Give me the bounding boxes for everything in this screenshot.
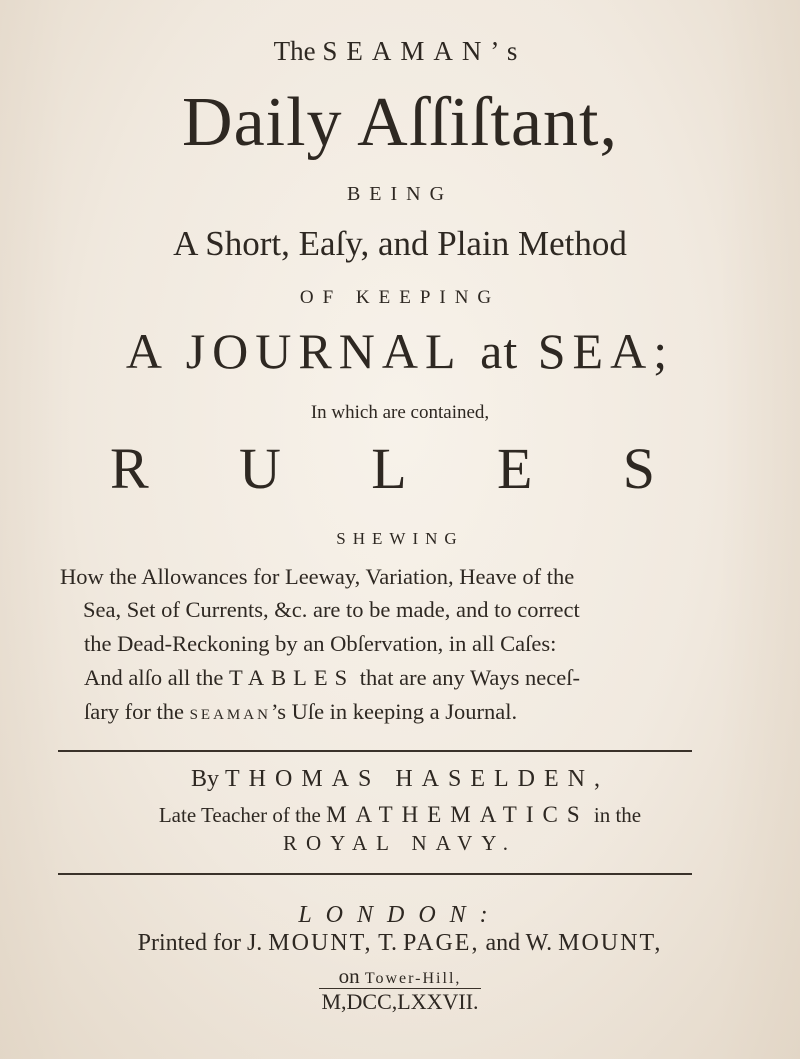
contained-label: In which are contained, [310,402,490,423]
author-title-a: Late Teacher of the [158,803,321,827]
pre-title-the: The [273,36,316,66]
shewing-label: SHEWING [336,529,464,548]
imprint-t: T. [378,930,397,956]
of-keeping-label: OF KEEPING [299,287,501,308]
description-line-3: the Dead-Reckoning by an Obſervation, in all Caſes: [84,631,557,656]
journal-sea: SEA; [537,323,675,379]
description-line-4 [84,667,704,690]
rules-letter-s: S [622,436,655,501]
rules-heading [110,436,655,501]
description-line-4-a: And alſo all the [84,665,224,690]
author-title-c: in the [593,803,642,827]
royal-navy: ROYAL NAVY. [283,831,517,855]
description-line-2: Sea, Set of Currents, &c. are to be made, and to correct [83,597,580,622]
description-line-5 [84,701,704,724]
journal-word: A JOURNAL [125,323,461,379]
divider-rule-top [58,750,692,752]
rules-letter-l: L [371,436,407,501]
description-seaman: SEAMAN [189,707,271,723]
journal-heading [0,323,800,379]
description-tables: TABLES [228,665,355,690]
imprint-mount-1: MOUNT, [268,930,373,956]
description-line-1: How the Allowances for Leeway, Variation, Heave of the [60,564,575,589]
imprint-tower-hill: Tower-Hill, [364,970,462,987]
pre-title-seamans: SEAMAN’s [322,36,527,66]
imprint-date-text: M,DCC,LXXVII. [321,989,479,1014]
being-label: BEING [346,183,454,205]
imprint-page: PAGE, [402,930,480,956]
author-title-mathematics: MATHEMATICS [326,802,589,827]
author-title-line [0,803,800,826]
imprint-mount-2: MOUNT, [558,930,663,956]
imprint-printers [0,931,800,955]
description-line-5-a: ſary for the [84,699,184,724]
author-by: By [190,766,219,792]
author-name: THOMAS HASELDEN, [225,766,609,792]
author-line [0,767,800,791]
subtitle: A Short, Eaſy, and Plain Method [173,224,627,263]
rules-letter-u: U [239,436,281,501]
description-line-4-c: that are any Ways neceſ- [359,665,580,690]
imprint-on: on [338,964,360,988]
imprint-location [0,966,800,987]
imprint-city: LONDON: [298,902,502,928]
description-line-5-c: ’s Uſe in keeping a Journal. [270,699,518,724]
imprint-date [0,991,800,1013]
divider-rule-bottom [58,873,692,875]
main-title: Daily Aſſiſtant, [182,84,618,161]
journal-at: at [480,323,519,379]
imprint-and-w: and W. [485,930,553,956]
pre-title [0,38,800,65]
imprint-printed-a: Printed for J. [137,930,263,956]
rules-letter-e: E [496,436,533,501]
rules-letter-r: R [110,436,149,501]
